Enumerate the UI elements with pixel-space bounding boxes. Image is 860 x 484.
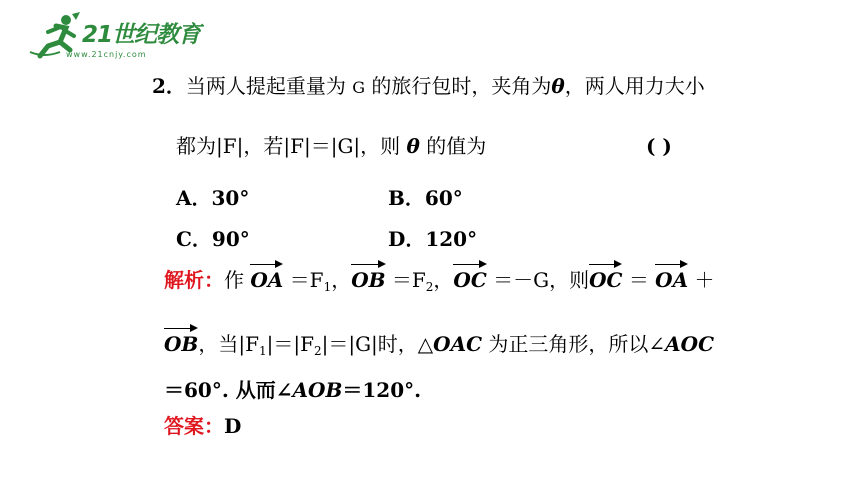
solution-line-3 <box>164 380 421 400</box>
solution-text: ＝F <box>289 268 324 292</box>
option-c: C．90° <box>176 227 250 251</box>
solution-text: 作 <box>224 268 244 292</box>
vector-oc: OC <box>453 268 487 292</box>
solution-text: ，则 <box>549 268 590 292</box>
solution-text: |＝|G <box>321 332 372 356</box>
answer-value: D <box>224 414 242 438</box>
solution-text: ＝－G <box>493 268 550 292</box>
subscript: 1 <box>323 280 332 294</box>
option-b: B．60° <box>388 186 463 210</box>
answer-line <box>164 416 241 436</box>
subscript: 2 <box>425 280 434 294</box>
answer-bracket: ( ) <box>646 134 672 158</box>
triangle-oac: OAC <box>433 332 483 356</box>
weight-symbol: G <box>352 78 366 97</box>
subscript: 1 <box>258 344 267 358</box>
option-a: A．30° <box>176 186 250 210</box>
question-text-1b: 的旅行包时，夹角为 <box>371 74 552 98</box>
vector-ob: OB <box>351 268 386 292</box>
solution-text: ＝60°. 从而∠ <box>164 378 293 402</box>
theta-symbol-2: θ <box>406 134 420 158</box>
solution-text: |时，△ <box>371 332 434 356</box>
question-line-1 <box>152 76 705 96</box>
angle-aob: AOB <box>292 378 343 402</box>
solution-text: ＝F <box>391 268 426 292</box>
solution-text: ＝ <box>628 268 649 292</box>
question-text-2: 都为|F|，若|F|＝|G|，则 <box>176 134 401 158</box>
vector-ob-2: OB <box>164 332 199 356</box>
vector-oa: OA <box>250 268 284 292</box>
question-line-2 <box>176 136 486 156</box>
answer-label: 答案： <box>164 414 224 438</box>
solution-label: 解析： <box>164 268 224 292</box>
subscript: 2 <box>313 344 322 358</box>
solution-text: ， <box>331 268 352 292</box>
vector-oc-2: OC <box>589 268 623 292</box>
logo-url: www.21cnjy.com <box>66 50 147 59</box>
solution-text: 为正三角形，所以∠ <box>488 332 666 356</box>
solution-text: ，当|F <box>198 332 259 356</box>
logo <box>26 12 226 68</box>
option-d: D．120° <box>388 227 478 251</box>
angle-aoc: AOC <box>665 332 715 356</box>
solution-text: ＝120°. <box>342 378 422 402</box>
solution-line-2 <box>164 332 714 357</box>
logo-text: 21世纪教育 <box>82 22 201 48</box>
vector-oa-2: OA <box>655 268 689 292</box>
solution-text: |＝|F <box>266 332 314 356</box>
question-text-2b: 的值为 <box>426 134 487 158</box>
question-text-1: 当两人提起重量为 <box>185 74 346 98</box>
theta-symbol: θ <box>551 74 565 98</box>
solution-text: ＋ <box>694 268 715 292</box>
question-number: 2． <box>152 74 186 98</box>
solution-line-1 <box>164 268 714 293</box>
solution-text: ， <box>433 268 454 292</box>
question-text-1c: ，两人用力大小 <box>564 74 705 98</box>
